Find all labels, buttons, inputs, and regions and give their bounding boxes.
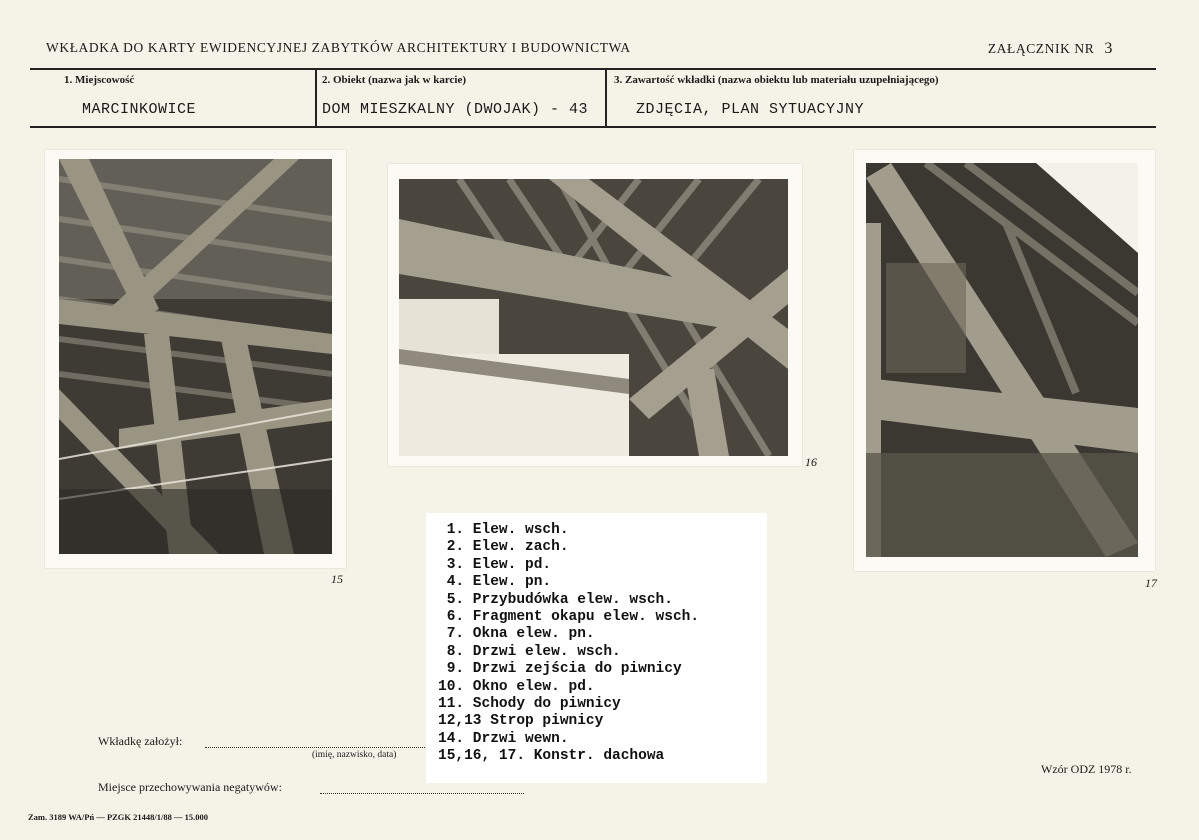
photo-list-sheet (426, 513, 767, 783)
locality-label: 1. Miejscowość (64, 74, 135, 86)
list-item: 10. Okno elew. pd. (438, 678, 595, 695)
contents-label: 3. Zawartość wkładki (nazwa obiektu lub materiału uzupełniającego) (614, 74, 939, 86)
list-item: 15,16, 17. Konstr. dachowa (438, 748, 665, 765)
contents-value: ZDJĘCIA, PLAN SYTUACYJNY (636, 101, 865, 118)
attachment-header (988, 40, 1113, 58)
attachment-number: 3 (1104, 40, 1113, 57)
list-item: 6. Fragment okapu elew. wsch. (438, 609, 700, 626)
roof-truss-picture (866, 163, 1138, 557)
roof-photo-image (866, 163, 1138, 557)
roof-truss-picture (59, 159, 332, 554)
list-item: 12,13 Strop piwnicy (438, 713, 604, 730)
object-value: DOM MIESZKALNY (DWOJAK) - 43 (322, 101, 589, 118)
list-item: 8. Drzwi elew. wsch. (438, 643, 621, 660)
list-item: 2. Elew. zach. (438, 539, 569, 556)
list-item: 1. Elew. wsch. (438, 522, 569, 538)
form-model: Wzór ODZ 1978 r. (1041, 762, 1132, 776)
photo-list (438, 522, 699, 766)
list-item: 7. Okna elew. pn. (438, 626, 595, 643)
list-item: 4. Elew. pn. (438, 574, 552, 591)
object-label: 2. Obiekt (nazwa jak w karcie) (322, 74, 467, 86)
print-code: Zam. 3189 WA/Pń — PZGK 21448/1/88 — 15.000 (28, 812, 209, 822)
roof-photo-image (399, 179, 788, 456)
locality-value: MARCINKOWICE (82, 101, 197, 118)
column-divider-1 (315, 70, 317, 128)
attachment-label: ZAŁĄCZNIK NR (987, 41, 1095, 56)
photo-number-15: 15 (331, 572, 343, 586)
photo-roof-structure-2 (388, 164, 802, 466)
list-item: 5. Przybudówka elew. wsch. (438, 591, 673, 608)
list-item: 11. Schody do piwnicy (438, 696, 621, 713)
created-by-label: Wkładkę założył: (98, 734, 183, 748)
roof-photo-image (59, 159, 332, 554)
photo-number-17: 17 (1145, 576, 1157, 590)
column-divider-2 (605, 70, 607, 128)
negatives-line (320, 792, 524, 794)
list-item: 9. Drzwi zejścia do piwnicy (438, 661, 682, 678)
card-title: WKŁADKA DO KARTY EWIDENCYJNEJ ZABYTKÓW ARCHITEKTURY I BUDOWNICTWA (46, 40, 631, 55)
created-by-line (205, 746, 425, 748)
photo-roof-structure-3 (854, 150, 1155, 571)
negatives-label: Miejsce przechowywania negatywów: (98, 780, 282, 794)
list-item: 3. Elew. pd. (438, 556, 552, 573)
roof-truss-picture (399, 179, 788, 456)
table-top-rule (30, 68, 1156, 70)
photo-number-16: 16 (805, 455, 817, 469)
list-item: 14. Drzwi wewn. (438, 730, 569, 747)
photo-roof-structure-1 (45, 150, 346, 568)
created-by-hint: (imię, nazwisko, data) (312, 750, 397, 760)
table-bottom-rule (30, 126, 1156, 128)
